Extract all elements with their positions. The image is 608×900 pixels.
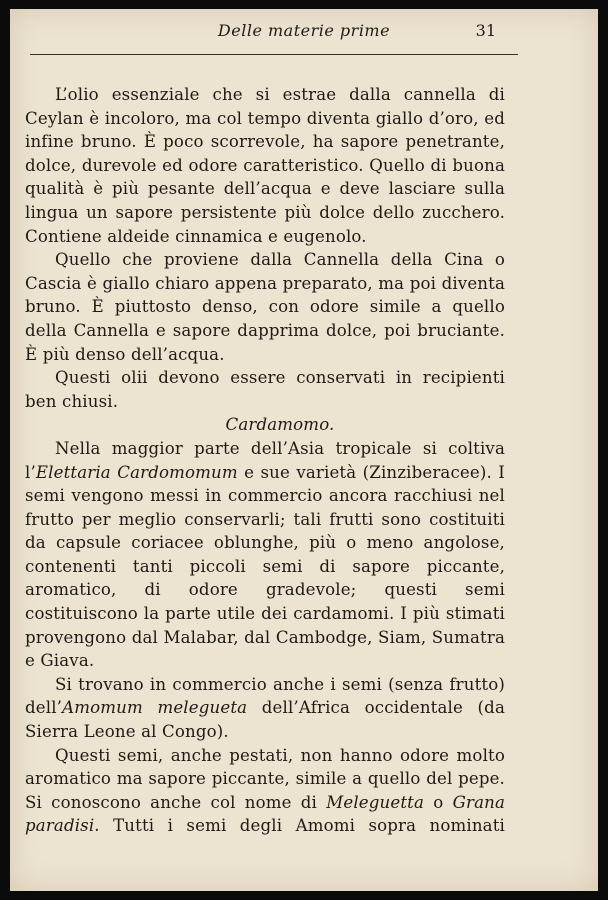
- species-name: Amomum melegueta: [62, 698, 248, 718]
- body-text: [25, 83, 505, 838]
- paragraph-cardamomo: Nella maggior parte dell’Asia tropicale si coltiva l’Elettaria Cardomomum e sue varietà (Zinziberacee). I semi vengono messi in commercio ancora racchiusi nel frutto per meglio conservarli; tali frutti sono costituiti da capsule coriacee oblunghe, più o meno angolose, contenenti tanti piccoli semi di sapore piccante, aromatico, di odore gradevole; questi semi costituiscono la parte utile dei cardamomi. I più stimati provengono dal Malabar, dal Cambodge, Siam, Sumatra e Giava.: [25, 438, 505, 671]
- paragraph-olio-ceylan: L’olio essenziale che si estrae dalla cannella di Ceylan è incoloro, ma col tempo diventa giallo d’oro, ed infine bruno. È poco scorrevole, ha sapore penetrante, dolce, durevole ed odore caratteristico. Quello di buona qualità è più pesante dell’acqua e deve lasciare sulla lingua un sapore persistente più dolce dello zucchero. Contiene aldeide cinnamica e eugenolo.: [25, 85, 505, 246]
- common-name: Meleguetta: [326, 792, 425, 812]
- book-page: [10, 9, 598, 891]
- paragraph-olio-cina: Quello che proviene dalla Cannella della Cina o Cascia è giallo chiaro appena preparato, ma poi diventa bruno. È piuttosto denso, con odore simile a quello della Cannella e sapore dapprima dolce, poi bruciante. È più denso dell’acqua.: [25, 250, 505, 364]
- species-name: Elettaria Cardomomum: [35, 462, 238, 482]
- page-number: 31: [475, 21, 496, 40]
- section-title-cardamomo: Cardamomo.: [225, 415, 335, 435]
- common-name: Grana paradisi: [25, 792, 505, 836]
- paragraph-conservazione: Questi olii devono essere conservati in recipienti ben chiusi.: [25, 368, 505, 411]
- page-header: [10, 21, 598, 45]
- header-rule: [30, 54, 518, 55]
- paragraph-semi-pestati: Questi semi, anche pestati, non hanno odore molto aromatico ma sapore piccante, simile a quello del pepe. Si conoscono anche col nome di Meleguetta o Grana paradisi. Tutti i semi degli Amomi sopra nominati: [25, 745, 505, 836]
- running-title: Delle materie prime: [217, 21, 391, 40]
- paragraph-amomum: Si trovano in commercio anche i semi (senza frutto) dell’Amomum melegueta dell’Africa occidentale (da Sierra Leone al Congo).: [25, 674, 505, 742]
